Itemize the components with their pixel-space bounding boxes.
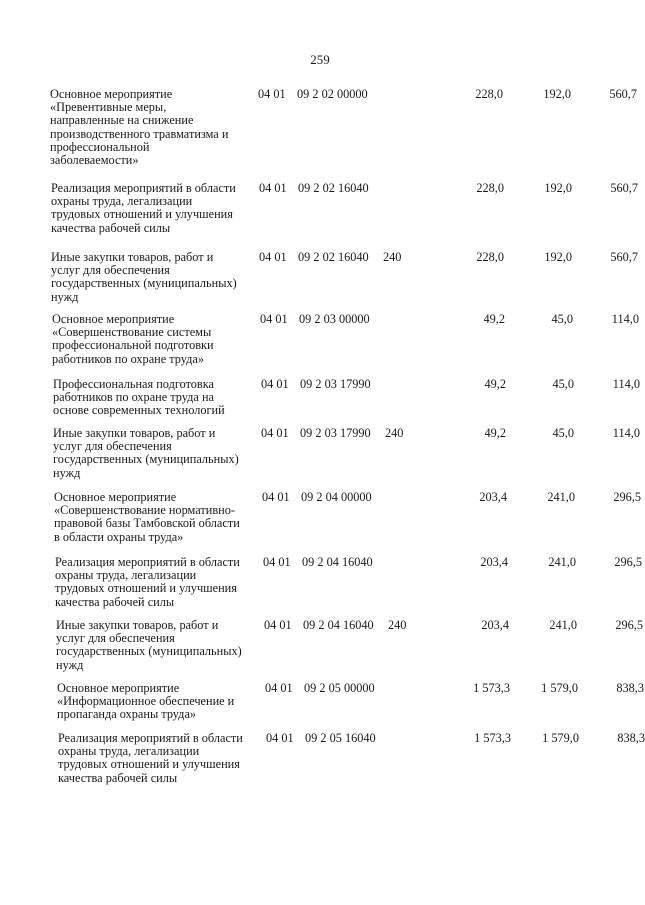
section-code: 04 01: [262, 490, 290, 504]
amount-2020: 203,4: [481, 618, 509, 632]
amount-2022: 838,3: [617, 731, 645, 745]
section-code: 04 01: [265, 681, 293, 695]
target-article-code: 09 2 04 16040: [303, 618, 374, 632]
amount-2020: 1 573,3: [473, 681, 510, 695]
amount-2021: 1 579,0: [542, 731, 579, 745]
amount-2020: 228,0: [475, 87, 503, 101]
section-code: 04 01: [260, 312, 288, 326]
table-row: [51, 250, 638, 304]
amount-2021: 45,0: [551, 312, 573, 326]
amount-2022: 560,7: [610, 250, 638, 264]
table-row: [51, 181, 638, 235]
amount-2021: 45,0: [552, 377, 574, 391]
table-row: [55, 555, 642, 609]
section-code: 04 01: [264, 618, 292, 632]
amount-2021: 192,0: [544, 181, 572, 195]
page-number: 259: [310, 52, 330, 67]
table-row: [53, 377, 640, 418]
table-row: [50, 87, 637, 168]
row-description: Реализация мероприятий в области охраны труда, легализации трудовых отношений и улучшения качества рабочей силы: [55, 555, 240, 609]
amount-2021: 1 579,0: [541, 681, 578, 695]
amount-2022: 560,7: [610, 181, 638, 195]
amount-2022: 560,7: [609, 87, 637, 101]
amount-2021: 241,0: [548, 555, 576, 569]
target-article-code: 09 2 04 16040: [302, 555, 373, 569]
target-article-code: 09 2 03 17990: [300, 377, 371, 391]
section-code: 04 01: [261, 377, 289, 391]
target-article-code: 09 2 02 16040: [298, 181, 369, 195]
row-description: Основное мероприятие «Информационное обеспечение и пропаганда охраны труда»: [57, 681, 235, 722]
amount-2020: 228,0: [476, 181, 504, 195]
amount-2020: 1 573,3: [474, 731, 511, 745]
expense-type-code: 240: [388, 618, 407, 632]
target-article-code: 09 2 04 00000: [301, 490, 372, 504]
section-code: 04 01: [258, 87, 286, 101]
row-description: Иные закупки товаров, работ и услуг для обеспечения государственных (муниципальных) нужд: [56, 618, 242, 672]
amount-2022: 296,5: [615, 618, 643, 632]
expense-type-code: 240: [383, 250, 402, 264]
section-code: 04 01: [266, 731, 294, 745]
section-code: 04 01: [259, 250, 287, 264]
target-article-code: 09 2 05 16040: [305, 731, 376, 745]
section-code: 04 01: [263, 555, 291, 569]
amount-2022: 838,3: [616, 681, 644, 695]
target-article-code: 09 2 02 16040: [298, 250, 369, 264]
row-description: Иные закупки товаров, работ и услуг для обеспечения государственных (муниципальных) нужд: [53, 426, 239, 480]
amount-2021: 192,0: [543, 87, 571, 101]
target-article-code: 09 2 05 00000: [304, 681, 375, 695]
target-article-code: 09 2 02 00000: [297, 87, 368, 101]
amount-2020: 49,2: [484, 377, 506, 391]
row-description: Основное мероприятие «Совершенствование системы профессиональной подготовки работников по охране труда»: [52, 312, 214, 366]
row-description: Реализация мероприятий в области охраны труда, легализации трудовых отношений и улучшения качества рабочей силы: [58, 731, 243, 785]
table-row: [56, 618, 643, 672]
table-row: [54, 490, 641, 544]
amount-2020: 228,0: [476, 250, 504, 264]
row-description: Основное мероприятие «Превентивные меры, направленные на снижение производственного травматизма и профессиональной заболеваемости»: [50, 87, 229, 168]
amount-2020: 49,2: [483, 312, 505, 326]
amount-2022: 296,5: [614, 555, 642, 569]
table-row: [58, 731, 645, 785]
amount-2020: 203,4: [479, 490, 507, 504]
row-description: Реализация мероприятий в области охраны труда, легализации трудовых отношений и улучшения качества рабочей силы: [51, 181, 236, 235]
table-row: [57, 681, 644, 722]
section-code: 04 01: [261, 426, 289, 440]
row-description: Основное мероприятие «Совершенствование нормативно- правовой базы Тамбовской области в области охраны труда»: [54, 490, 240, 544]
amount-2021: 241,0: [547, 490, 575, 504]
amount-2022: 114,0: [611, 312, 639, 326]
amount-2020: 203,4: [480, 555, 508, 569]
target-article-code: 09 2 03 17990: [300, 426, 371, 440]
amount-2021: 241,0: [549, 618, 577, 632]
table-row: [53, 426, 640, 480]
amount-2021: 45,0: [552, 426, 574, 440]
amount-2021: 192,0: [544, 250, 572, 264]
amount-2022: 114,0: [612, 377, 640, 391]
target-article-code: 09 2 03 00000: [299, 312, 370, 326]
row-description: Иные закупки товаров, работ и услуг для обеспечения государственных (муниципальных) нужд: [51, 250, 237, 304]
table-row: [52, 312, 639, 366]
amount-2022: 296,5: [613, 490, 641, 504]
section-code: 04 01: [259, 181, 287, 195]
amount-2022: 114,0: [612, 426, 640, 440]
row-description: Профессиональная подготовка работников по охране труда на основе современных технологий: [53, 377, 225, 418]
expense-type-code: 240: [385, 426, 404, 440]
amount-2020: 49,2: [484, 426, 506, 440]
